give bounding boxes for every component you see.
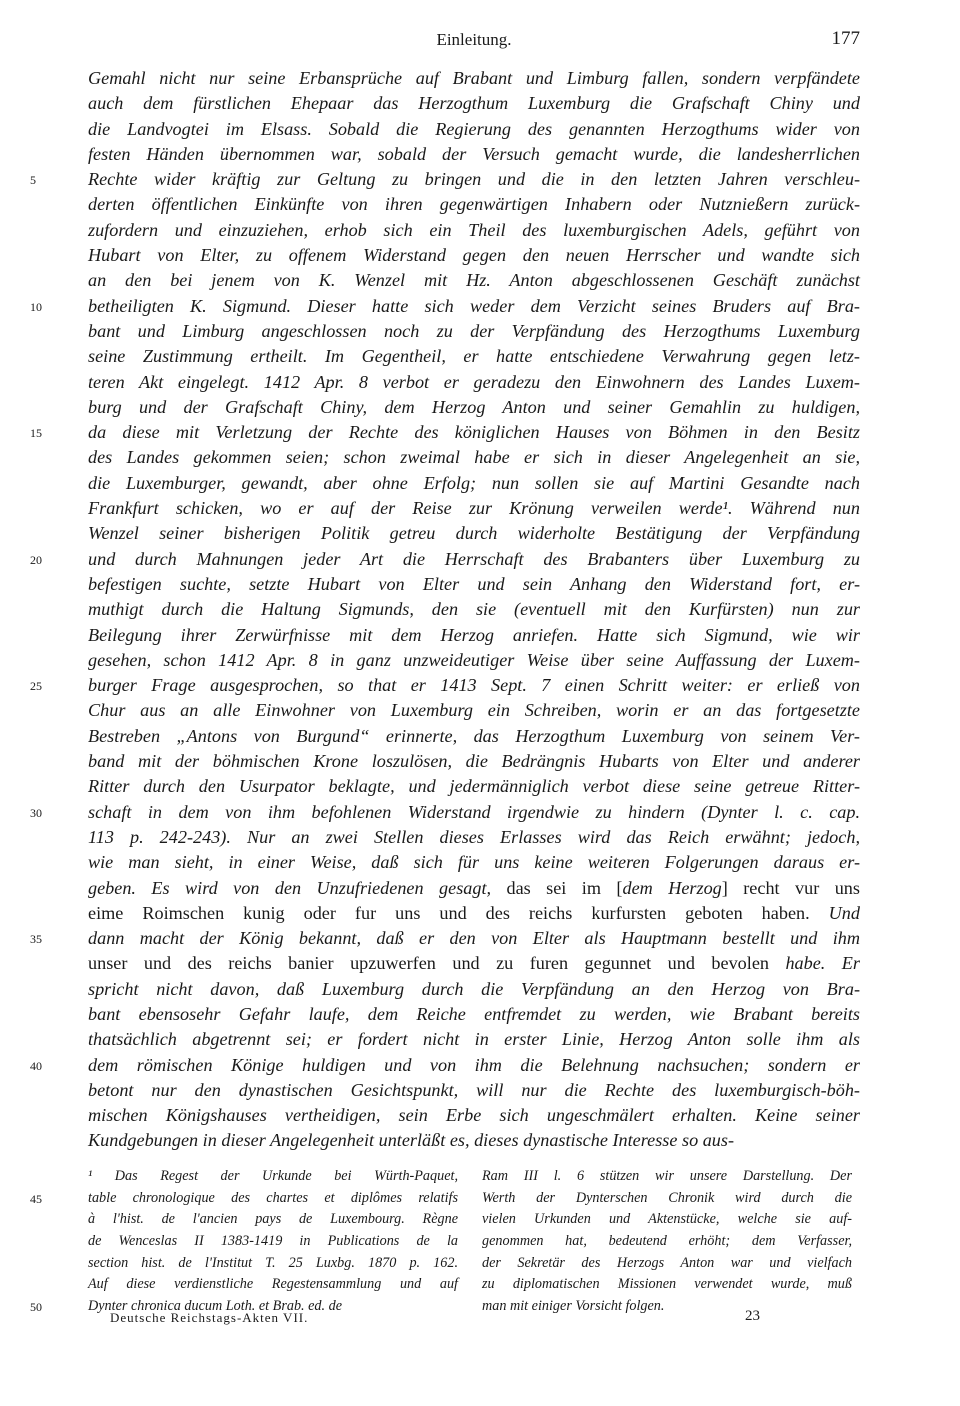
- page-header: [88, 30, 860, 56]
- text-segment: unser und des reichs banier upzuwerfen und zu furen gegunnet und bevolen: [88, 953, 786, 974]
- text-line: [88, 445, 860, 470]
- footnote-text: man mit einiger Vorsicht folgen.: [482, 1298, 665, 1315]
- footnote-column-right: [482, 1166, 852, 1318]
- text-line: [88, 344, 860, 369]
- text-segment: des Landes gekommen seien; schon zweimal habe er sich in dieser Angelegenheit an sie,: [88, 447, 860, 468]
- footnote-line: [482, 1188, 852, 1210]
- text-segment: thatsächlich abgetrennt sei; er fordert nicht in erster Linie, Herzog Anton solle ihm als: [88, 1029, 860, 1050]
- text-segment: wie man sieht, in einer Weise, daß sich für uns keine weiteren Folgerungen daraus er-: [88, 852, 860, 873]
- footnote-text: Werth der Dynterschen Chronik wird durch die: [482, 1189, 852, 1206]
- footnote-line: [482, 1231, 852, 1253]
- text-line: [88, 142, 860, 167]
- text-line: [88, 1002, 860, 1027]
- line-number: 20: [30, 552, 42, 567]
- text-segment: die Landvogtei im Elsass. Sobald die Regierung des genannten Herzogthums wider von: [88, 118, 860, 139]
- text-line: [88, 319, 860, 344]
- text-line: [88, 243, 860, 268]
- text-segment: muthigt durch die Haltung Sigmunds, den sie (eventuell mit den Kurfürsten) nun zur: [88, 599, 860, 620]
- text-line: [88, 496, 860, 521]
- text-line: [30, 926, 860, 951]
- footnote-text: Ram III l. 6 stützen wir unsere Darstellung. Der: [482, 1168, 852, 1184]
- text-segment: Frankfurt schicken, wo er auf der Reise zur Krönung verweilen werde¹. Während nun: [88, 498, 860, 519]
- text-segment: betheiligten K. Sigmund. Dieser hatte sich weder dem Verzicht seines Bruders auf Bra-: [88, 295, 860, 316]
- footnote-text: section hist. de l'Institut T. 25 Luxbg. 1870 p. 162.: [88, 1254, 458, 1271]
- line-number: 30: [30, 805, 42, 820]
- text-segment: ] recht vur uns: [721, 877, 860, 898]
- text-segment: zufordern und einzuziehen, erhob sich ein Theil des luxemburgischen Adels, geführt von: [88, 219, 860, 240]
- text-line: [88, 698, 860, 723]
- text-segment: und durch Mahnungen jeder Art die Herrschaft des Brabanters über Luxemburg zu: [88, 548, 860, 569]
- page-footer: [110, 1310, 760, 1332]
- text-segment: gesehen, schon 1412 Apr. 8 in ganz unzweideutiger Weise über seine Auffassung der Luxem-: [88, 649, 860, 670]
- line-number: 25: [30, 679, 42, 694]
- text-line: [88, 977, 860, 1002]
- footnote-text: à l'hist. de l'ancien pays de Luxembourg. Règne: [88, 1211, 458, 1228]
- text-segment: Gemahl nicht nur seine Erbansprüche auf Brabant und Limburg fallen, sondern verpfändete: [88, 68, 860, 88]
- footnote-line: [88, 1253, 458, 1275]
- text-line: [88, 623, 860, 648]
- text-segment: dem Herzog: [622, 877, 722, 898]
- printer-signature: Deutsche Reichstags-Akten VII.: [110, 1310, 309, 1325]
- text-line: [88, 648, 860, 673]
- text-segment: Bestreben „Antons von Burgund“ erinnerte, das Herzogthum Luxemburg von seinem Ver-: [88, 725, 860, 746]
- text-line: [88, 471, 860, 496]
- text-line: [88, 117, 860, 142]
- body-text: [30, 66, 860, 1154]
- text-line: [30, 167, 860, 192]
- text-segment: bant ebensosehr Gefahr laufe, dem Reiche entfremdet zu werden, wie Brabant bereits: [88, 1003, 860, 1024]
- text-line: [88, 395, 860, 420]
- text-segment: schaft in dem von ihm befohlenen Widerstand irgendwie zu hindern (Dynter l. c. cap.: [88, 801, 860, 822]
- footnote-text: vielen Urkunden und Aktenstücke, welche sie auf-: [482, 1211, 852, 1228]
- text-segment: Rechte wider kräftig zur Geltung zu bringen und die in den letzten Jahren verschleu-: [88, 169, 860, 190]
- text-segment: seine Zustimmung ertheilt. Im Gegentheil, er hatte entschiedene Verwahrung gegen letz-: [88, 346, 860, 367]
- text-line: [88, 749, 860, 774]
- footnote-text: Auf diese verdienstliche Regestensammlung und auf: [88, 1276, 458, 1293]
- text-line: [30, 800, 860, 825]
- text-line: [30, 420, 860, 445]
- text-segment: 113 p. 242-243). Nur an zwei Stellen dieses Erlasses wird das Reich erwähnt; jedoch,: [88, 826, 860, 847]
- footnote-text: table chronologique des chartes et diplômes relatifs: [88, 1189, 458, 1206]
- text-line: [88, 192, 860, 217]
- text-segment: da diese mit Verletzung der Rechte des königlichen Hauses von Böhmen in den Besitz: [88, 422, 860, 443]
- text-segment: geben. Es wird von den Unzufriedenen gesagt,: [88, 877, 507, 898]
- text-segment: Kundgebungen in dieser Angelegenheit unterläßt es, dieses dynastische Interesse so aus-: [88, 1130, 735, 1151]
- text-line: [30, 294, 860, 319]
- text-segment: dann macht der König bekannt, daß er den von Elter als Hauptmann bestellt und ihm: [88, 928, 860, 949]
- text-segment: Beilegung ihrer Zerwürfnisse mit dem Herzog anriefen. Hatte sich Sigmund, wie wir: [88, 624, 860, 645]
- text-segment: befestigen suchte, setzte Hubart von Elter und sein Anhang den Widerstand fort, er-: [88, 573, 860, 594]
- text-segment: burger Frage ausgesprochen, so that er 1413 Sept. 7 einen Schritt weiter: er erließ von: [88, 675, 860, 696]
- text-line: [88, 1103, 860, 1128]
- footnote-text: Dynter chronica ducum Loth. et Brab. ed. de: [88, 1298, 343, 1315]
- text-line: [30, 547, 860, 572]
- footnote-line: [88, 1166, 458, 1188]
- footnote-text: de Wenceslas II 1383-1419 in Publications de la: [88, 1233, 458, 1250]
- line-number: 5: [30, 173, 36, 188]
- text-segment: teren Akt eingelegt. 1412 Apr. 8 verbot er geradezu den Einwohnern des Landes Luxem-: [88, 371, 860, 392]
- running-head: Einleitung.: [436, 30, 512, 49]
- text-segment: Wenzel seiner bisherigen Politik getreu durch widerholte Bestätigung der Verpfändung: [88, 523, 860, 544]
- text-segment: spricht nicht davon, daß Luxemburg durch die Verpfändung an den Herzog von Bra-: [88, 978, 860, 999]
- text-segment: Ritter durch den Usurpator beklagte, und jedermänniglich verbot diese seine getreue Ritter-: [88, 776, 860, 797]
- line-number: 10: [30, 299, 42, 314]
- footnote-line: [482, 1166, 852, 1188]
- footnote-line: [88, 1209, 458, 1231]
- text-line: [88, 370, 860, 395]
- text-segment: Und: [828, 902, 860, 923]
- footnote-line: [482, 1253, 852, 1275]
- footnote-line: [482, 1209, 852, 1231]
- footnote-line: [30, 1188, 458, 1210]
- text-line: [88, 1128, 860, 1153]
- text-segment: auch dem fürstlichen Ehepaar das Herzogthum Luxemburg die Grafschaft Chiny und: [88, 93, 860, 114]
- footnote-line: [88, 1231, 458, 1253]
- text-segment: Chur aus an alle Einwohner von Luxemburg ein Schreiben, worin er an das fortgesetzte: [88, 700, 860, 721]
- text-line: [88, 1027, 860, 1052]
- text-line: [88, 850, 860, 875]
- text-segment: das sei im [: [506, 877, 623, 898]
- text-line: [88, 876, 860, 901]
- footnote-line: [482, 1274, 852, 1296]
- text-segment: an den bei jenem von K. Wenzel mit Hz. Anton abgeschlossenen Geschäft zunächst: [88, 270, 860, 291]
- text-segment: betont nur den dynastischen Gesichtspunkt, will nur die Rechte des luxemburgisch-böh-: [88, 1079, 860, 1100]
- text-line: [88, 268, 860, 293]
- text-segment: die Luxemburger, gewandt, aber ohne Erfolg; nun sollen sie auf Martini Gesandte nach: [88, 472, 860, 493]
- text-segment: bant und Limburg angeschlossen noch zu der Verpfändung des Herzogthums Luxemburg: [88, 320, 860, 341]
- footnote-text: der Sekretär des Herzogs Anton war und vielfach: [482, 1254, 852, 1271]
- text-line: [88, 66, 860, 91]
- footnote-line: [88, 1274, 458, 1296]
- text-segment: dem römischen Könige huldigen und von ihm die Belehnung nachsuchen; sondern er: [88, 1054, 860, 1075]
- footnote-text: zu diplomatischen Missionen verwendet wurde, muß: [482, 1276, 852, 1293]
- footnote-text: ¹ Das Regest der Urkunde bei Würth-Paquet,: [88, 1168, 458, 1184]
- text-line: [88, 91, 860, 116]
- text-line: [88, 1078, 860, 1103]
- text-segment: Hubart von Elter, zu offenem Widerstand gegen den neuen Herrscher und wandte sich: [88, 245, 860, 266]
- line-number: 15: [30, 426, 42, 441]
- text-segment: burg und der Grafschaft Chiny, dem Herzog Anton und seiner Gemahlin zu huldigen,: [88, 396, 860, 417]
- line-number: 45: [30, 1191, 42, 1206]
- sheet-number: 23: [745, 1308, 760, 1324]
- page-number: 177: [831, 28, 860, 49]
- text-line: [88, 774, 860, 799]
- text-line: [88, 572, 860, 597]
- text-line: [88, 825, 860, 850]
- footnote-text: genommen hat, bedeutend erhöht; dem Verfasser,: [482, 1233, 852, 1250]
- line-number: 50: [30, 1300, 42, 1315]
- text-segment: eime Roimschen kunig oder fur uns und des reichs kurfursten geboten haben.: [88, 902, 829, 923]
- text-line: [30, 673, 860, 698]
- text-line: [88, 218, 860, 243]
- text-line: [30, 1053, 860, 1078]
- text-segment: festen Händen übernommen war, sobald der Versuch gemacht wurde, die landesherrlichen: [88, 143, 860, 164]
- text-line: [88, 521, 860, 546]
- text-line: [88, 901, 860, 926]
- text-segment: habe. Er: [785, 953, 860, 974]
- text-segment: band mit der böhmischen Krone loszulösen, die Bedrängnis Hubarts von Elter und anderer: [88, 751, 860, 772]
- text-line: [88, 597, 860, 622]
- text-segment: mischen Königshauses vertheidigen, sein Erbe sich ungeschmälert erhalten. Keine seiner: [88, 1105, 860, 1126]
- text-segment: derten öffentlichen Einkünfte von ihren gegenwärtigen Inhabern oder Nutznießern zurück-: [88, 194, 860, 215]
- line-number: 40: [30, 1058, 42, 1073]
- text-line: [88, 724, 860, 749]
- line-number: 35: [30, 932, 42, 947]
- footnote-column-left: [30, 1166, 458, 1318]
- text-line: [88, 951, 860, 976]
- footnotes: [30, 1166, 860, 1315]
